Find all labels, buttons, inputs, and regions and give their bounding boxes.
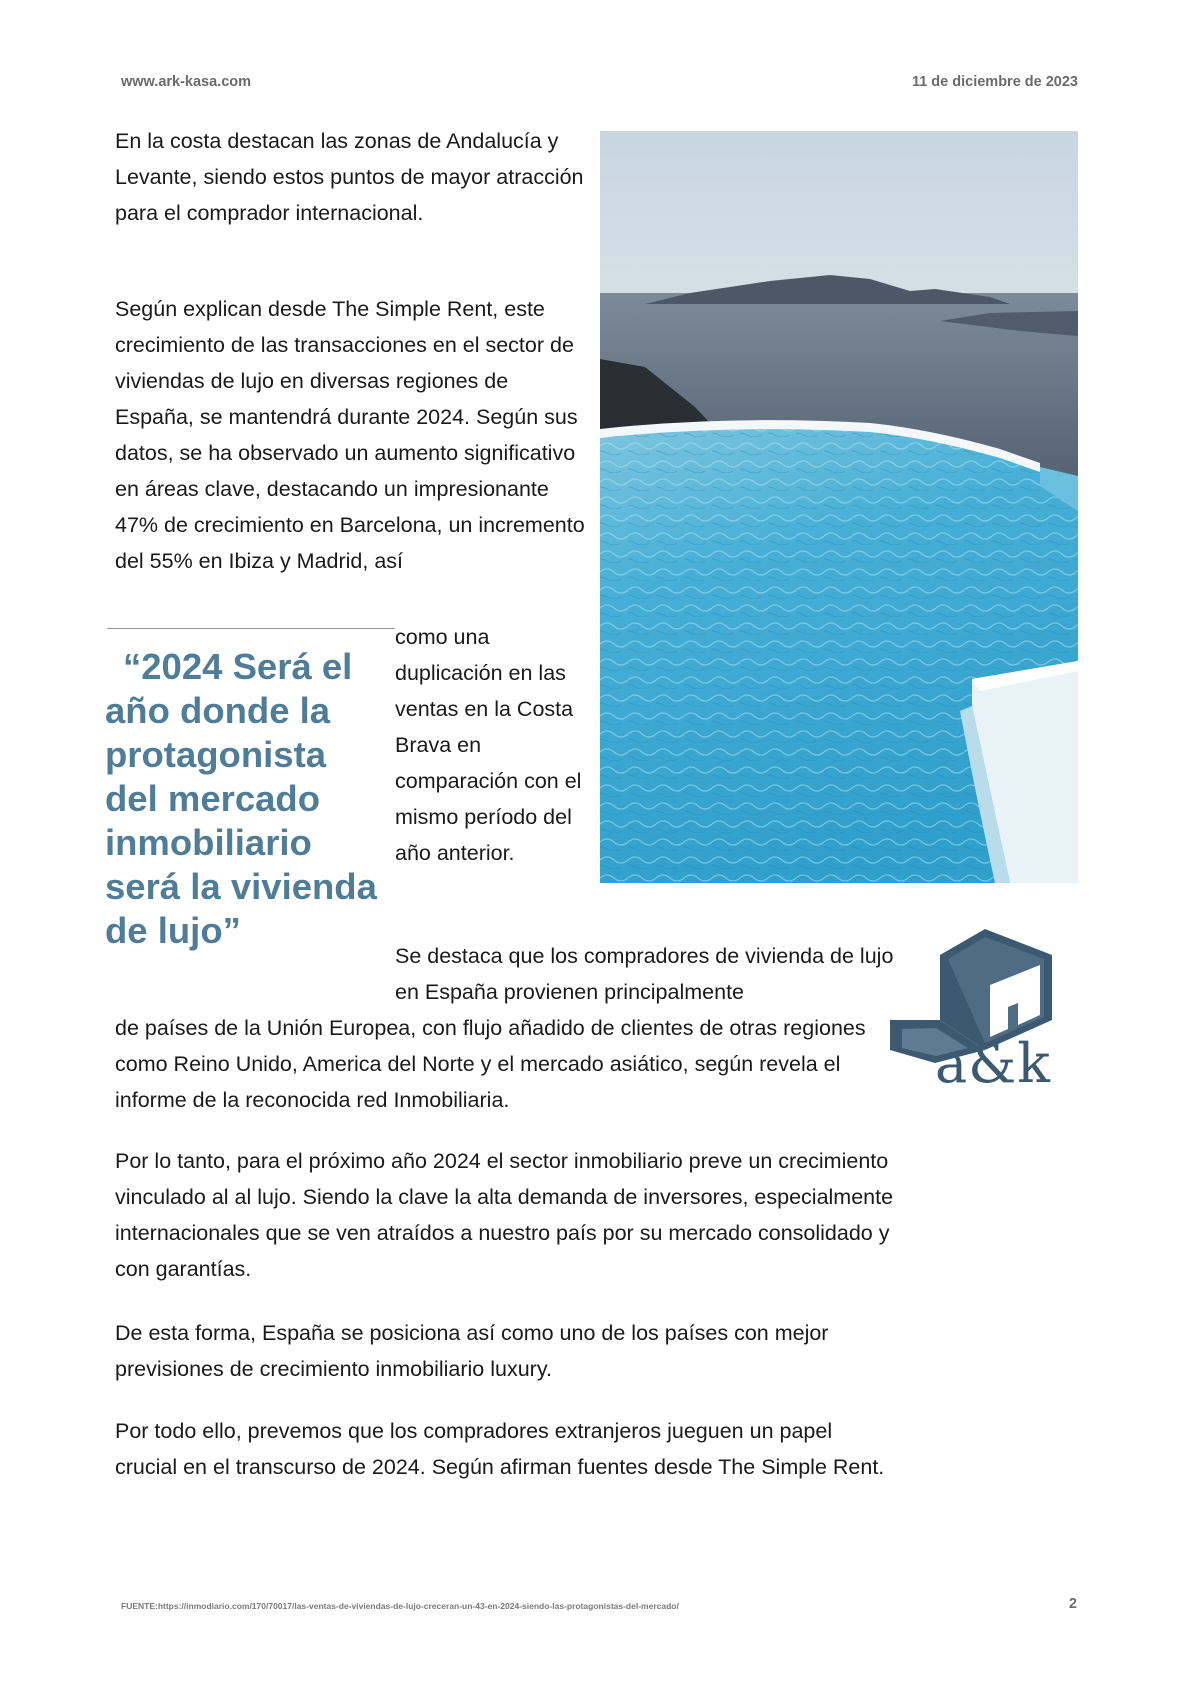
paragraph-buyers-intro: Se destaca que los compradores de vivienda de lujo en España provienen principalmente <box>395 944 894 1004</box>
footer-source: FUENTE:https://inmodiario.com/170/70017/las-ventas-de-viviendas-de-lujo-creceran-un-43-en-2024-siendo-las-protagonistas-del-mercado/ <box>121 1601 679 1611</box>
paragraph-forecast: Por lo tanto, para el próximo año 2024 el sector inmobiliario preve un crecimiento vinculado al al lujo. Siendo la clave la alta demanda de inversores, especialmente internacionales que se ven atraídos a nuestro país por su mercado consolidado y con garantías. <box>115 1149 894 1281</box>
logo-text: a&k <box>935 1032 1051 1095</box>
paragraph-conclusion: Por todo ello, prevemos que los compradores extranjeros jueguen un papel crucial en el transcurso de 2024. Según afirman fuentes desde The Simple Rent. <box>115 1419 885 1479</box>
header-date: 11 de diciembre de 2023 <box>911 74 1078 90</box>
paragraph-simple-rent-continued: como una duplicación en las ventas en la Costa Brava en comparación con el mismo período del año anterior. <box>395 625 582 865</box>
pull-quote: “2024 Será el año donde la protagonista del mercado inmobiliario será la vivienda de lujo” <box>105 646 377 951</box>
page-number: 2 <box>1068 1596 1077 1612</box>
pull-quote-rule <box>107 628 395 629</box>
paragraph-coast: En la costa destacan las zonas de Andalucía y Levante, siendo estos puntos de mayor atracción para el comprador internacional. <box>115 129 584 225</box>
paragraph-buyers: de países de la Unión Europea, con flujo añadido de clientes de otras regiones como Reino Unido, America del Norte y el mercado asiático, según revela el informe de la reconocida red Inmobiliaria. <box>115 1016 866 1112</box>
pool-photo <box>600 131 1078 883</box>
paragraph-simple-rent: Según explican desde The Simple Rent, este crecimiento de las transacciones en el sector de viviendas de lujo en diversas regiones de España, se mantendrá durante 2024. Según sus datos, se ha observado un aumento significativo en áreas clave, destacando un impresionante 47% de crecimiento en Barcelona, un incremento del 55% en Ibiza y Madrid, así <box>115 297 585 573</box>
header-website: www.ark-kasa.com <box>121 74 252 90</box>
paragraph-spain-position: De esta forma, España se posiciona así como uno de los países con mejor previsiones de crecimiento inmobiliario luxury. <box>115 1321 829 1381</box>
